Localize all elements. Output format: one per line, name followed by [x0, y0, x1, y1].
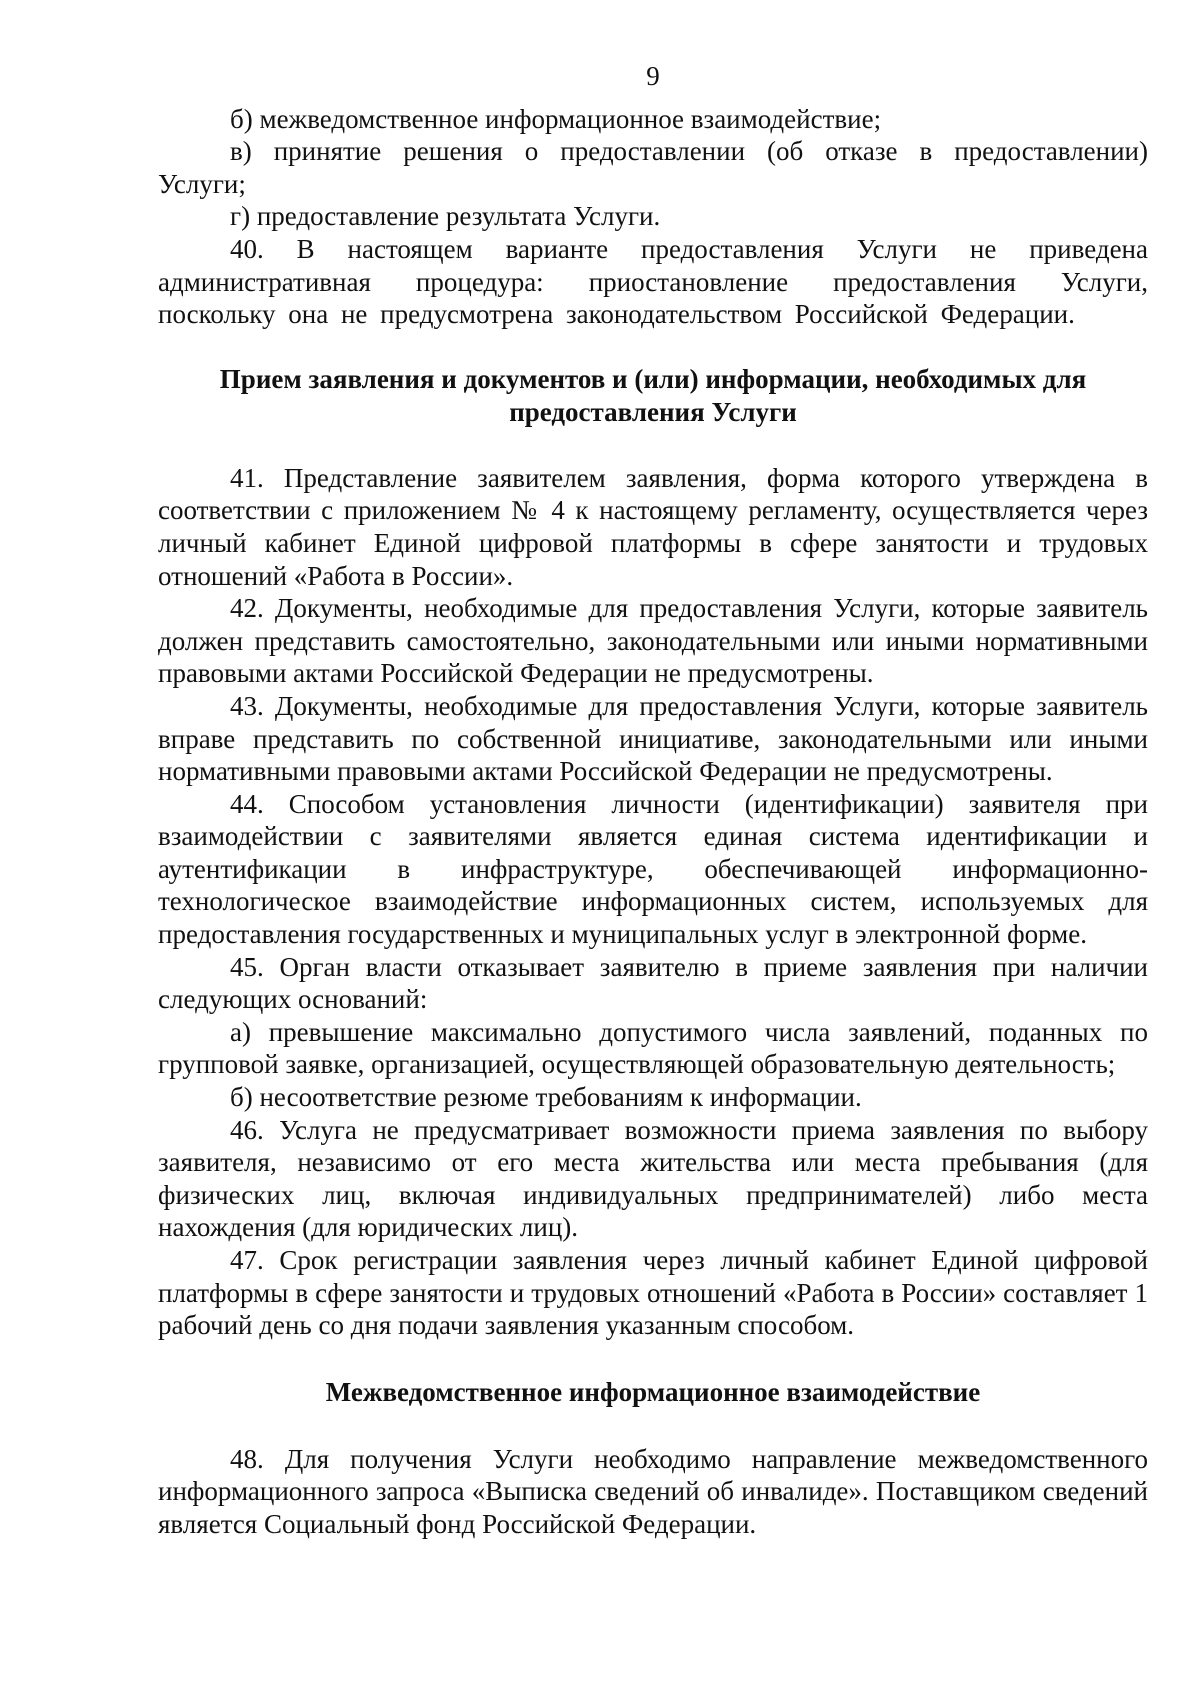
- paragraph-46: 46. Услуга не предусматривает возможности приема заявления по выбору заявителя, независимо от его места жительства или места пребывания (для физических лиц, включая индивидуальных предпринимателей) либо места нахождения (для юридических лиц).: [158, 1114, 1148, 1243]
- paragraph-47: 47. Срок регистрации заявления через личный кабинет Единой цифровой платформы в сфере занятости и трудовых отношений «Работа в России» составляет 1 рабочий день со дня подачи заявления указанным способом.: [158, 1245, 1148, 1341]
- section-heading-reception: Прием заявления и документов и (или) информации, необходимых для предоставления Услуги: [219, 363, 1087, 427]
- paragraph-48: 48. Для получения Услуги необходимо направление межведомственного информационного запроса «Выписка сведений об инвалиде». Поставщиком сведений является Социальный фонд Российской Федерации.: [158, 1443, 1148, 1539]
- paragraph-45: 45. Орган власти отказывает заявителю в приеме заявления при наличии следующих оснований:: [158, 951, 1148, 1015]
- paragraph-item-g: г) предоставление результата Услуги.: [230, 201, 661, 232]
- section-heading-interagency: Межведомственное информационное взаимодействие: [325, 1376, 981, 1407]
- paragraph-42: 42. Документы, необходимые для предоставления Услуги, которые заявитель должен представить самостоятельно, законодательными или иными нормативными правовыми актами Российской Федерации не предусмотрены.: [158, 593, 1148, 689]
- paragraph-item-v: в) принятие решения о предоставлении (об отказе в предоставлении) Услуги;: [158, 136, 1148, 199]
- paragraph-45-item-b: б) несоответствие резюме требованиям к информации.: [230, 1082, 862, 1113]
- interagency-section: [158, 1443, 1148, 1541]
- paragraph-40: 40. В настоящем варианте предоставления Услуги не приведена административная процедура: приостановление предоставления Услуги, поскольку она не предусмотрена законодательством Российской Федерации.: [158, 233, 1148, 330]
- reception-section: [158, 462, 1148, 1342]
- intro-section: [158, 103, 1148, 331]
- paragraph-43: 43. Документы, необходимые для предоставления Услуги, которые заявитель вправе представить по собственной инициативе, законодательными или иными нормативными правовыми актами Российской Федерации не предусмотрены.: [158, 690, 1148, 787]
- paragraph-41: 41. Представление заявителем заявления, форма которого утверждена в соответствии с приложением № 4 к настоящему регламенту, осуществляется через личный кабинет Единой цифровой платформы в сфере занятости и трудовых отношений «Работа в России».: [158, 462, 1148, 591]
- page-number: 9: [646, 61, 660, 91]
- paragraph-45-item-a: а) превышение максимально допустимого числа заявлений, поданных по групповой заявке, организацией, осуществляющей образовательную деятельность;: [158, 1016, 1148, 1080]
- paragraph-44: 44. Способом установления личности (идентификации) заявителя при взаимодействии с заявителями является единая система идентификации и аутентификации в инфраструктуре, обеспечивающей информационно-технологическое взаимодействие информационных систем, используемых для предоставления государственных и муниципальных услуг в электронной форме.: [158, 788, 1148, 950]
- document-page: [158, 60, 1148, 1541]
- paragraph-item-b: б) межведомственное информационное взаимодействие;: [230, 103, 882, 134]
